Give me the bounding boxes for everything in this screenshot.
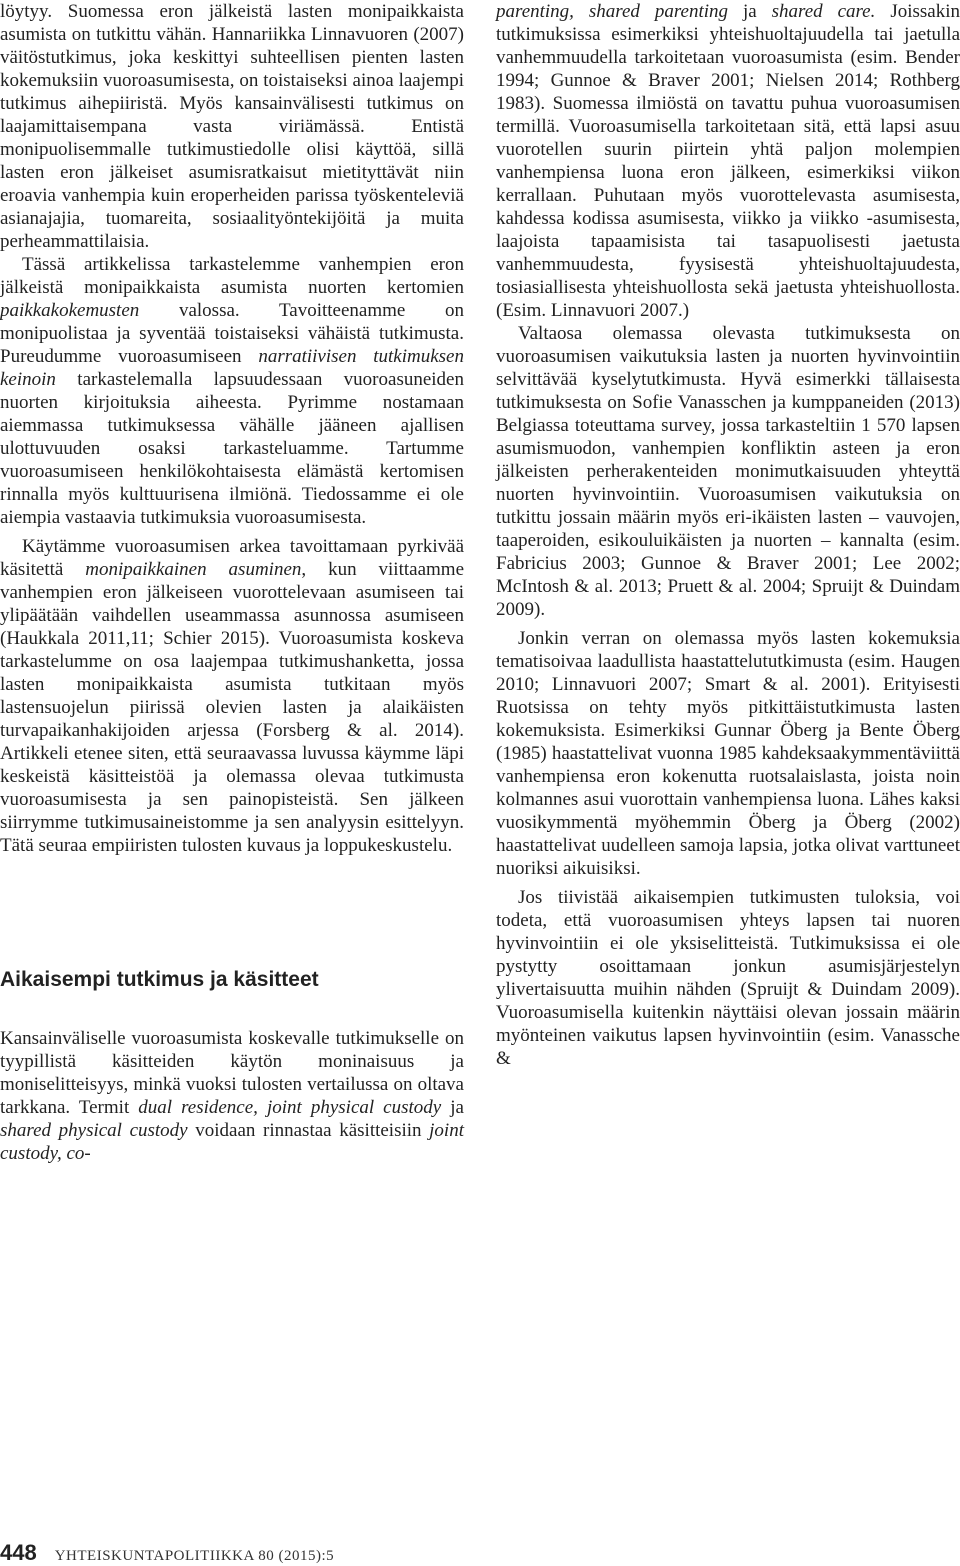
paragraph-text: ja (441, 1097, 464, 1118)
italic-term: joint custody, co- (0, 1120, 464, 1164)
paragraph-terms-continued (496, 0, 960, 322)
italic-term: parenting, shared parenting (496, 1, 729, 22)
paragraph-qualitative-research: Jonkin verran on olemassa myös lasten kokemuksia tematisoivaa laadullista haastattelututkimusta (esim. Haugen 2010; Linnavuori 2007; Smart & al. 2001). Erityisesti Ruotsissa on tehty myös pitkittäistutkimusta lasten kokemuksista. Esimerkiksi Gunnar Öberg ja Bente Öberg (1985) haastattelivat vuonna 1985 kahdeksaakymmentäviittä vanhempiensa eron kokenutta ruotsalaislasta, joista noin kolmannes asui vuorottain vanhempiensa luona. Lähes kaksi vuosikymmentä myöhemmin Öberg ja Öberg (2002) haastattelivat uudelleen samoja lapsia, jotka olivat varttuneet nuoriksi aikuisiksi. (496, 628, 960, 879)
italic-term: shared care. (771, 1, 876, 22)
paragraph-intro (0, 0, 464, 253)
paragraph-text: löytyy. Suomessa eron jälkeistä lasten monipaikkaista asumista on tutkittu vähän. Hannariikka Linnavuoren (2007) väitöstutkimus, joka keskittyi suhteellisen pienten lasten kokemuksiin vuoroasumisesta, on toistaiseksi ainoa laajempi tutkimus aihepiiristä. Myös kansainvälisesti tutkimus on laajamittaisempana vasta viriämässä. Entistä monipuolisemmalle tutkimustiedolle olisi käyttöä, sillä lasten eron jälkeiset asumisratkaisut mietityttävät niin eroavia vanhempia kuin eroperheiden parissa työskenteleviä asianajajia, tuomareita, sosiaalityöntekijöitä ja muita perheammattilaisia. (0, 1, 464, 252)
paragraph-survey-research: Valtaosa olemassa olevasta tutkimuksesta on vuoroasumisen vaikutuksia lasten ja nuorten hyvinvointiin selvittävää kyselytutkimusta. Hyvä esimerkki tällaisesta tutkimuksesta on Sofie Vanasschen ja kumppaneiden (2013) Belgiassa toteuttama survey, jossa tarkasteltiin 1 570 lapsen asumismuodon, vanhempien konfliktin asteen ja eron jälkeisten perherakenteiden monimutkaisuuden yhteyttä nuorten hyvinvointiin. Vuoroasumisen vaikutuksia on tutkittu jossain määrin myös eri-ikäisten lasten – vauvojen, taaperoiden, esikouluikäisten ja nuorten – kannalta (esim. Fabricius 2003; Gunnoe & Braver 2001; Lee 2002; McIntosh & al. 2013; Pruett & al. 2004; Spruijt & Duindam 2009). (496, 323, 960, 620)
section-heading: Aikaisempi tutkimus ja käsitteet (0, 968, 319, 991)
paragraph-text: voidaan rinnastaa käsitteisiin (187, 1120, 430, 1141)
journal-citation: YHTEISKUNTAPOLITIIKKA 80 (2015):5 (54, 1548, 335, 1564)
paragraph-text: , kun viittaamme vanhempien eron jälkeiseen vuorottelevaan asumiseen tai ylipäätään vaihdellen useammassa asunnossa asumiseen (Haukkala 2011,11; Schier 2015). Vuoroasumista koskeva tarkastelumme on osa laajempaa tutkimushanketta, jossa lasten monipaikkaista asumista tutkitaan myös lastensuojelun piirissä olevien lasten ja alaikäisten turvapaikanhakijoiden arjessa (Forsberg & al. 2014). Artikkeli etenee siten, että seuraavassa luvussa käymme läpi keskeistä käsitteistöä ja olemassa olevaa tutkimusta vuoroasumisesta ja sen painopisteistä. Sen jälkeen siirrymme tutkimusaineistomme ja sen analyysin esittelyyn. Tätä seuraa empiiristen tulosten kuvaus ja loppukeskustelu. (0, 559, 464, 856)
paragraph-concept (0, 535, 464, 857)
paragraph-summary: Jos tiivistää aikaisempien tutkimusten tuloksia, voi todeta, että vuoroasumisen yhteys lapsen tai nuoren hyvinvointiin ei ole yksiselitteistä. Tutkimuksissa ei ole pystytty osoittamaan jonkun asumisjärjestelyn ylivertaisuutta muihin nähden (Spruijt & Duindam 2009). Vuoroasumisella kuitenkin näyttäisi olevan jossain määrin myönteinen vaikutus lapsen hyvinvointiin (esim. Vanassche & (496, 887, 960, 1069)
page-number: 448 (0, 1540, 37, 1565)
paragraph-terms (0, 1027, 464, 1165)
paragraph-text: Joissakin tutkimuksissa esimerkiksi yhteishuoltajuudella tai jaetulla vanhemmuudella tarkoitetaan vuoroasumista (esim. Bender 1994; Gunnoe & Braver 2001; Nielsen 2014; Rothberg 1983). Suomessa ilmiöstä on tavattu puhua vuoroasumisen termillä. Vuoroasumisella tarkoitetaan sitä, että lapsi asuu vuorotellen suurin piirtein yhtä paljon molempien vanhempiensa luona eron jälkeen, esimerkiksi viikon kerrallaan. Puhutaan myös vuorottelevasta asumisesta, kahdessa kodissa asumisesta, viikko ja viikko -asumisesta, laajoista tapaamisista tai tasapuolisesti jaetusta vanhemmuudesta, fyysisestä yhteishuoltajuudesta, tosiasiallisesta yhteishuollosta sekä jaetusta yhteishuollosta. (Esim. Linnavuori 2007.) (496, 1, 960, 321)
italic-term: narratiivisen tutkimuksen keinoin (0, 346, 464, 390)
paragraph-aim (0, 253, 464, 529)
italic-term: dual residence, joint physical custody (138, 1097, 442, 1118)
right-column (496, 0, 960, 1070)
paragraph-text: valossa. Tavoitteenamme on monipuolistaa ja syventää toistaiseksi vähäistä tutkimusta. Pureudumme vuoroasumiseen (0, 300, 464, 367)
paragraph-text: Käytämme vuoroasumisen arkea tavoittamaan pyrkivää käsitettä (0, 536, 464, 580)
italic-term: monipaikkainen asuminen (85, 559, 302, 580)
italic-term: shared physical custody (0, 1120, 188, 1141)
page-footer (0, 1540, 334, 1566)
paragraph-text: ja (728, 1, 772, 22)
paragraph-text: tarkastelemalla lapsuudessaan vuoroasuneiden nuorten kirjoituksia aiheesta. Pyrimme nostamaan aiemmassa tutkimuksessa vähälle jääneen ajallisen ulottuvuuden osaksi tarkasteluamme. Tartumme vuoroasumiseen henkilökohtaisesta elämästä kertomisen rinnalla myös kulttuurisena ilmiönä. Tiedossamme ei ole aiempia vastaavia tutkimuksia vuoroasumisesta. (0, 369, 464, 528)
paragraph-text: Kansainväliselle vuoroasumista koskevalle tutkimukselle on tyypillistä käsitteiden käytön moninaisuus ja moniselitteisyys, minkä vuoksi tulosten vertailussa on oltava tarkkana. Termit (0, 1028, 464, 1118)
paragraph-text: Tässä artikkelissa tarkastelemme vanhempien eron jälkeistä monipaikkaista asumista nuorten kertomien (0, 254, 464, 298)
left-column (0, 0, 464, 1165)
italic-term: paikkakokemusten (0, 300, 140, 321)
